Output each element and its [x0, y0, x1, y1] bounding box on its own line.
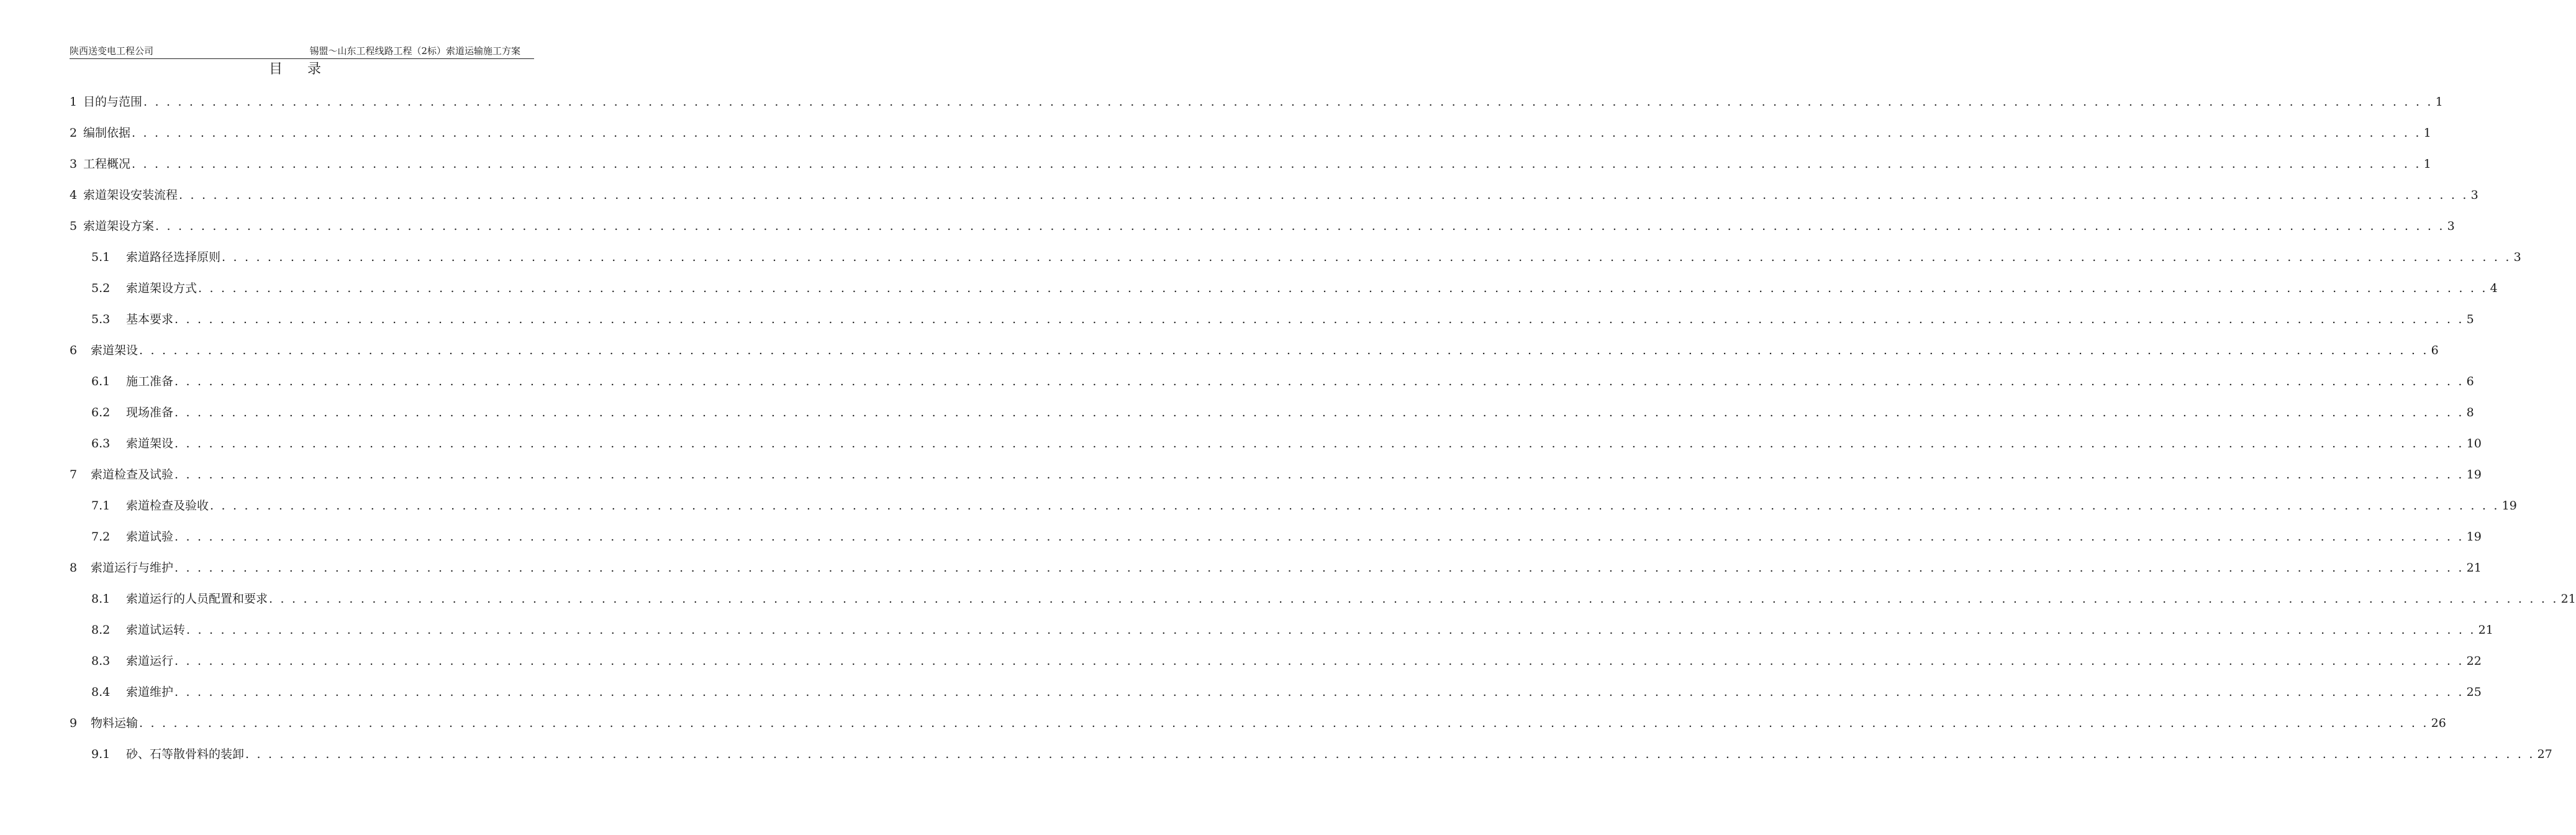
- toc-entry-page-number: 26: [2431, 716, 2446, 730]
- toc-entry[interactable]: [91, 435, 2482, 452]
- toc-dot-leader: . . . . . . . . . . . . . . . . . . . . . . . . . . . . . . . . . . . . . . . . . . . . . . . . . . . . . . . . . . . . . . . . . . . . . . . . . . . . . . . . . . . . . . . . . . . . . . . . . . . . . . . . . . . . . . . . . . . . . . . . . . . . . . . . . . . . . . . . . . . . . . . . . . . . . . . . . . . . . . . . . . . . . . . . . . . . . . . . . . . . . . . . . . . . . . . . . . . . . . . .: [175, 406, 2464, 419]
- toc-entry-page-number: 19: [2466, 468, 2482, 481]
- toc-entry-label: 索道运行: [126, 654, 174, 668]
- toc-entry-page-number: 8: [2466, 406, 2474, 419]
- toc-entry-number: 7.2: [91, 530, 111, 544]
- toc-entry-label: 索道维护: [126, 685, 174, 699]
- toc-entry[interactable]: [70, 186, 2478, 204]
- toc-dot-leader: . . . . . . . . . . . . . . . . . . . . . . . . . . . . . . . . . . . . . . . . . . . . . . . . . . . . . . . . . . . . . . . . . . . . . . . . . . . . . . . . . . . . . . . . . . . . . . . . . . . . . . . . . . . . . . . . . . . . . . . . . . . . . . . . . . . . . . . . . . . . . . . . . . . . . . . . . . . . . . . . . . . . . . . . . . . . . . . . . . . . . . . . . . . . . . . . . . . . . . . .: [175, 375, 2464, 388]
- toc-entry-page-number: 1: [2423, 157, 2431, 171]
- toc-dot-leader: . . . . . . . . . . . . . . . . . . . . . . . . . . . . . . . . . . . . . . . . . . . . . . . . . . . . . . . . . . . . . . . . . . . . . . . . . . . . . . . . . . . . . . . . . . . . . . . . . . . . . . . . . . . . . . . . . . . . . . . . . . . . . . . . . . . . . . . . . . . . . . . . . . . . . . . . . . . . . . . . . . . . . . . . . . . . . . . . . . . . . . . . . . . . . . . . . . . . . . . .: [143, 95, 2433, 109]
- toc-dot-leader: . . . . . . . . . . . . . . . . . . . . . . . . . . . . . . . . . . . . . . . . . . . . . . . . . . . . . . . . . . . . . . . . . . . . . . . . . . . . . . . . . . . . . . . . . . . . . . . . . . . . . . . . . . . . . . . . . . . . . . . . . . . . . . . . . . . . . . . . . . . . . . . . . . . . . . . . . . . . . . . . . . . . . . . . . . . . . . . . . . . . . . . . . . . . . . . . . . . . . . . .: [139, 344, 2429, 357]
- toc-dot-leader: . . . . . . . . . . . . . . . . . . . . . . . . . . . . . . . . . . . . . . . . . . . . . . . . . . . . . . . . . . . . . . . . . . . . . . . . . . . . . . . . . . . . . . . . . . . . . . . . . . . . . . . . . . . . . . . . . . . . . . . . . . . . . . . . . . . . . . . . . . . . . . . . . . . . . . . . . . . . . . . . . . . . . . . . . . . . . . . . . . . . . . . . . . . . . . . . . . . . . . . .: [175, 685, 2464, 699]
- toc-entry-number: 9: [70, 716, 78, 730]
- toc-entry-number: 4: [70, 188, 78, 202]
- toc-entry-number: 8.1: [91, 592, 111, 606]
- toc-entry-number: 8.2: [91, 623, 111, 637]
- toc-entry-number: 3: [70, 157, 78, 171]
- toc-entry-page-number: 4: [2490, 281, 2498, 295]
- toc-entry[interactable]: [70, 124, 2431, 142]
- toc-entry-label: 索道架设安装流程: [83, 188, 178, 202]
- toc-entry[interactable]: [91, 746, 2552, 763]
- toc-entry-page-number: 3: [2513, 250, 2521, 264]
- toc-dot-leader: . . . . . . . . . . . . . . . . . . . . . . . . . . . . . . . . . . . . . . . . . . . . . . . . . . . . . . . . . . . . . . . . . . . . . . . . . . . . . . . . . . . . . . . . . . . . . . . . . . . . . . . . . . . . . . . . . . . . . . . . . . . . . . . . . . . . . . . . . . . . . . . . . . . . . . . . . . . . . . . . . . . . . . . . . . . . . . . . . . . . . . . . . . . . . . . . . . . . . . . .: [175, 468, 2464, 481]
- toc-entry[interactable]: [70, 342, 2439, 359]
- toc-entry-label: 目的与范围: [83, 95, 143, 109]
- toc-entry-label: 编制依据: [83, 126, 131, 140]
- toc-entry-label: 索道架设: [126, 437, 174, 450]
- toc-entry-label: 索道架设: [91, 344, 138, 357]
- toc-dot-leader: . . . . . . . . . . . . . . . . . . . . . . . . . . . . . . . . . . . . . . . . . . . . . . . . . . . . . . . . . . . . . . . . . . . . . . . . . . . . . . . . . . . . . . . . . . . . . . . . . . . . . . . . . . . . . . . . . . . . . . . . . . . . . . . . . . . . . . . . . . . . . . . . . . . . . . . . . . . . . . . . . . . . . . . . . . . . . . . . . . . . . . . . . . . . . . . . . . . . . . . .: [179, 188, 2469, 202]
- toc-entry-page-number: 5: [2466, 313, 2474, 326]
- toc-entry-number: 5.2: [91, 281, 111, 295]
- toc-dot-leader: . . . . . . . . . . . . . . . . . . . . . . . . . . . . . . . . . . . . . . . . . . . . . . . . . . . . . . . . . . . . . . . . . . . . . . . . . . . . . . . . . . . . . . . . . . . . . . . . . . . . . . . . . . . . . . . . . . . . . . . . . . . . . . . . . . . . . . . . . . . . . . . . . . . . . . . . . . . . . . . . . . . . . . . . . . . . . . . . . . . . . . . . . . . . . . . . . . . . . . . .: [198, 281, 2488, 295]
- toc-entry[interactable]: [91, 280, 2498, 297]
- toc-entry-label: 现场准备: [126, 406, 174, 419]
- toc-entry-label: 施工准备: [126, 375, 174, 388]
- toc-entry-label: 索道试运转: [126, 623, 186, 637]
- toc-entry-page-number: 19: [2501, 499, 2517, 513]
- toc-entry-label: 索道检查及试验: [91, 468, 174, 481]
- toc-dot-leader: . . . . . . . . . . . . . . . . . . . . . . . . . . . . . . . . . . . . . . . . . . . . . . . . . . . . . . . . . . . . . . . . . . . . . . . . . . . . . . . . . . . . . . . . . . . . . . . . . . . . . . . . . . . . . . . . . . . . . . . . . . . . . . . . . . . . . . . . . . . . . . . . . . . . . . . . . . . . . . . . . . . . . . . . . . . . . . . . . . . . . . . . . . . . . . . . . . . . . . . .: [139, 716, 2429, 730]
- header-company: 陕西送变电工程公司: [70, 45, 154, 57]
- toc-entry[interactable]: [91, 497, 2517, 514]
- toc-entry-number: 5.3: [91, 313, 111, 326]
- toc-entry-number: 6: [70, 344, 78, 357]
- toc-entry-label: 索道试验: [126, 530, 174, 544]
- toc-entry-label: 索道路径选择原则: [126, 250, 221, 264]
- toc-dot-leader: . . . . . . . . . . . . . . . . . . . . . . . . . . . . . . . . . . . . . . . . . . . . . . . . . . . . . . . . . . . . . . . . . . . . . . . . . . . . . . . . . . . . . . . . . . . . . . . . . . . . . . . . . . . . . . . . . . . . . . . . . . . . . . . . . . . . . . . . . . . . . . . . . . . . . . . . . . . . . . . . . . . . . . . . . . . . . . . . . . . . . . . . . . . . . . . . . . . . . . . .: [245, 747, 2535, 761]
- toc-dot-leader: . . . . . . . . . . . . . . . . . . . . . . . . . . . . . . . . . . . . . . . . . . . . . . . . . . . . . . . . . . . . . . . . . . . . . . . . . . . . . . . . . . . . . . . . . . . . . . . . . . . . . . . . . . . . . . . . . . . . . . . . . . . . . . . . . . . . . . . . . . . . . . . . . . . . . . . . . . . . . . . . . . . . . . . . . . . . . . . . . . . . . . . . . . . . . . . . . . . . . . . .: [132, 126, 2421, 140]
- toc-entry[interactable]: [91, 652, 2482, 670]
- toc-entry-page-number: 3: [2447, 219, 2455, 233]
- toc-entry-number: 9.1: [91, 747, 111, 761]
- toc-entry-number: 6.2: [91, 406, 111, 419]
- toc-entry-page-number: 25: [2466, 685, 2482, 699]
- toc-entry[interactable]: [70, 155, 2431, 173]
- toc-entry-number: 8.3: [91, 654, 111, 668]
- toc-entry-label: 物料运输: [91, 716, 138, 730]
- toc-entry-label: 砂、石等散骨料的装卸: [126, 747, 245, 761]
- toc-entry[interactable]: [91, 373, 2474, 390]
- toc-entry[interactable]: [70, 466, 2482, 483]
- toc-dot-leader: . . . . . . . . . . . . . . . . . . . . . . . . . . . . . . . . . . . . . . . . . . . . . . . . . . . . . . . . . . . . . . . . . . . . . . . . . . . . . . . . . . . . . . . . . . . . . . . . . . . . . . . . . . . . . . . . . . . . . . . . . . . . . . . . . . . . . . . . . . . . . . . . . . . . . . . . . . . . . . . . . . . . . . . . . . . . . . . . . . . . . . . . . . . . . . . . . . . . . . . .: [132, 157, 2421, 171]
- toc-entry-number: 8: [70, 561, 78, 575]
- toc-entry-page-number: 6: [2466, 375, 2474, 388]
- header-project-title: 锡盟～山东工程线路工程（2标）索道运输施工方案: [309, 45, 520, 57]
- toc-entry-number: 5: [70, 219, 78, 233]
- toc-dot-leader: . . . . . . . . . . . . . . . . . . . . . . . . . . . . . . . . . . . . . . . . . . . . . . . . . . . . . . . . . . . . . . . . . . . . . . . . . . . . . . . . . . . . . . . . . . . . . . . . . . . . . . . . . . . . . . . . . . . . . . . . . . . . . . . . . . . . . . . . . . . . . . . . . . . . . . . . . . . . . . . . . . . . . . . . . . . . . . . . . . . . . . . . . . . . . . . . . . . . . . . .: [222, 250, 2511, 264]
- toc-entry-page-number: 27: [2537, 747, 2552, 761]
- toc-dot-leader: . . . . . . . . . . . . . . . . . . . . . . . . . . . . . . . . . . . . . . . . . . . . . . . . . . . . . . . . . . . . . . . . . . . . . . . . . . . . . . . . . . . . . . . . . . . . . . . . . . . . . . . . . . . . . . . . . . . . . . . . . . . . . . . . . . . . . . . . . . . . . . . . . . . . . . . . . . . . . . . . . . . . . . . . . . . . . . . . . . . . . . . . . . . . . . . . . . . . . . . .: [175, 561, 2464, 575]
- toc-entry[interactable]: [91, 683, 2482, 701]
- toc-entry[interactable]: [91, 590, 2576, 608]
- toc-entry-number: 1: [70, 95, 78, 109]
- toc-entry-label: 索道运行的人员配置和要求: [126, 592, 268, 606]
- toc-entry-number: 5.1: [91, 250, 111, 264]
- toc-entry-page-number: 22: [2466, 654, 2482, 668]
- toc-entry[interactable]: [91, 528, 2482, 545]
- toc-dot-leader: . . . . . . . . . . . . . . . . . . . . . . . . . . . . . . . . . . . . . . . . . . . . . . . . . . . . . . . . . . . . . . . . . . . . . . . . . . . . . . . . . . . . . . . . . . . . . . . . . . . . . . . . . . . . . . . . . . . . . . . . . . . . . . . . . . . . . . . . . . . . . . . . . . . . . . . . . . . . . . . . . . . . . . . . . . . . . . . . . . . . . . . . . . . . . . . . . . . . . . . .: [175, 530, 2464, 544]
- toc-dot-leader: . . . . . . . . . . . . . . . . . . . . . . . . . . . . . . . . . . . . . . . . . . . . . . . . . . . . . . . . . . . . . . . . . . . . . . . . . . . . . . . . . . . . . . . . . . . . . . . . . . . . . . . . . . . . . . . . . . . . . . . . . . . . . . . . . . . . . . . . . . . . . . . . . . . . . . . . . . . . . . . . . . . . . . . . . . . . . . . . . . . . . . . . . . . . . . . . . . . . . . . .: [210, 499, 2500, 513]
- toc-entry[interactable]: [91, 311, 2474, 328]
- toc-entry-number: 6.3: [91, 437, 111, 450]
- toc-entry-label: 基本要求: [126, 313, 174, 326]
- toc-dot-leader: . . . . . . . . . . . . . . . . . . . . . . . . . . . . . . . . . . . . . . . . . . . . . . . . . . . . . . . . . . . . . . . . . . . . . . . . . . . . . . . . . . . . . . . . . . . . . . . . . . . . . . . . . . . . . . . . . . . . . . . . . . . . . . . . . . . . . . . . . . . . . . . . . . . . . . . . . . . . . . . . . . . . . . . . . . . . . . . . . . . . . . . . . . . . . . . . . . . . . . . .: [175, 313, 2464, 326]
- toc-entry-number: 7: [70, 468, 78, 481]
- toc-entry-page-number: 19: [2466, 530, 2482, 544]
- toc-entry-label: 索道检查及验收: [126, 499, 209, 513]
- toc-entry-label: 索道架设方案: [83, 219, 155, 233]
- toc-entry[interactable]: [91, 404, 2474, 421]
- toc-entry-page-number: 1: [2435, 95, 2443, 109]
- toc-entry[interactable]: [70, 714, 2446, 732]
- toc-dot-leader: . . . . . . . . . . . . . . . . . . . . . . . . . . . . . . . . . . . . . . . . . . . . . . . . . . . . . . . . . . . . . . . . . . . . . . . . . . . . . . . . . . . . . . . . . . . . . . . . . . . . . . . . . . . . . . . . . . . . . . . . . . . . . . . . . . . . . . . . . . . . . . . . . . . . . . . . . . . . . . . . . . . . . . . . . . . . . . . . . . . . . . . . . . . . . . . . . . . . . . . .: [269, 592, 2559, 606]
- toc-entry[interactable]: [70, 217, 2455, 235]
- toc-entry-page-number: 21: [2560, 592, 2576, 606]
- toc-entry[interactable]: [70, 559, 2482, 577]
- toc-entry-page-number: 21: [2466, 561, 2482, 575]
- toc-entry-number: 8.4: [91, 685, 111, 699]
- toc-entry-number: 7.1: [91, 499, 111, 513]
- toc-dot-leader: . . . . . . . . . . . . . . . . . . . . . . . . . . . . . . . . . . . . . . . . . . . . . . . . . . . . . . . . . . . . . . . . . . . . . . . . . . . . . . . . . . . . . . . . . . . . . . . . . . . . . . . . . . . . . . . . . . . . . . . . . . . . . . . . . . . . . . . . . . . . . . . . . . . . . . . . . . . . . . . . . . . . . . . . . . . . . . . . . . . . . . . . . . . . . . . . . . . . . . . .: [175, 654, 2464, 668]
- toc-entry-page-number: 21: [2478, 623, 2493, 637]
- toc-title: 目录: [268, 62, 346, 77]
- toc-entry-page-number: 6: [2431, 344, 2439, 357]
- toc-entry[interactable]: [70, 93, 2443, 111]
- toc-dot-leader: . . . . . . . . . . . . . . . . . . . . . . . . . . . . . . . . . . . . . . . . . . . . . . . . . . . . . . . . . . . . . . . . . . . . . . . . . . . . . . . . . . . . . . . . . . . . . . . . . . . . . . . . . . . . . . . . . . . . . . . . . . . . . . . . . . . . . . . . . . . . . . . . . . . . . . . . . . . . . . . . . . . . . . . . . . . . . . . . . . . . . . . . . . . . . . . . . . . . . . . .: [175, 437, 2464, 450]
- toc-entry-page-number: 10: [2466, 437, 2482, 450]
- toc-entry-page-number: 3: [2470, 188, 2478, 202]
- toc-entry-label: 工程概况: [83, 157, 131, 171]
- toc-entry-label: 索道架设方式: [126, 281, 197, 295]
- toc-entry-page-number: 1: [2423, 126, 2431, 140]
- toc-entry-number: 2: [70, 126, 78, 140]
- toc-entry-number: 6.1: [91, 375, 111, 388]
- toc-dot-leader: . . . . . . . . . . . . . . . . . . . . . . . . . . . . . . . . . . . . . . . . . . . . . . . . . . . . . . . . . . . . . . . . . . . . . . . . . . . . . . . . . . . . . . . . . . . . . . . . . . . . . . . . . . . . . . . . . . . . . . . . . . . . . . . . . . . . . . . . . . . . . . . . . . . . . . . . . . . . . . . . . . . . . . . . . . . . . . . . . . . . . . . . . . . . . . . . . . . . . . . .: [155, 219, 2445, 233]
- toc-entry[interactable]: [91, 621, 2493, 639]
- toc-dot-leader: . . . . . . . . . . . . . . . . . . . . . . . . . . . . . . . . . . . . . . . . . . . . . . . . . . . . . . . . . . . . . . . . . . . . . . . . . . . . . . . . . . . . . . . . . . . . . . . . . . . . . . . . . . . . . . . . . . . . . . . . . . . . . . . . . . . . . . . . . . . . . . . . . . . . . . . . . . . . . . . . . . . . . . . . . . . . . . . . . . . . . . . . . . . . . . . . . . . . . . . .: [186, 623, 2476, 637]
- toc-entry[interactable]: [91, 249, 2521, 266]
- page-header: [70, 45, 534, 59]
- toc-entry-label: 索道运行与维护: [91, 561, 174, 575]
